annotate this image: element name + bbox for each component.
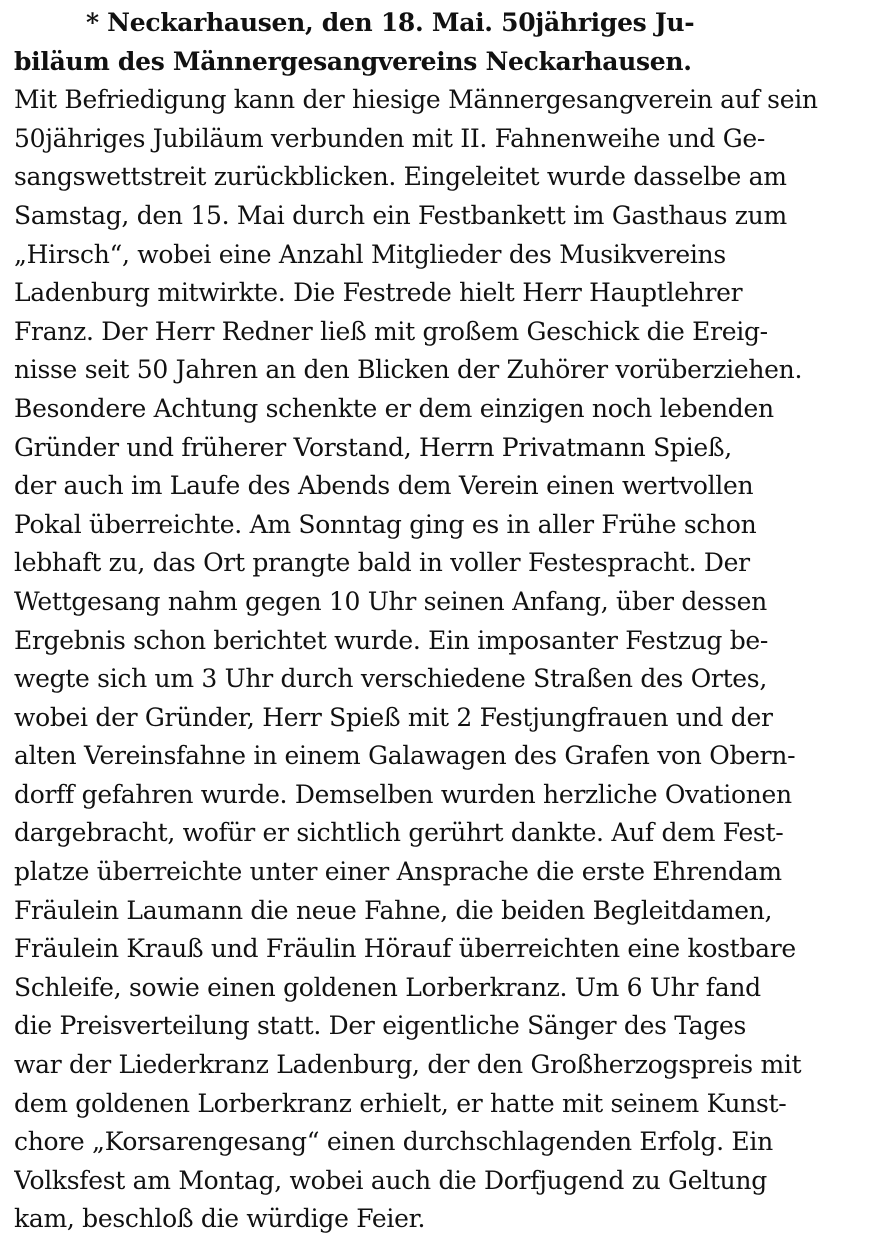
body-line: dem goldenen Lorberkranz erhielt, er hatte mit seinem Kunst- — [14, 1088, 787, 1118]
body-line: dorff gefahren wurde. Demselben wurden herzliche Ovationen — [14, 779, 792, 809]
body-line: kam, beschloß die würdige Feier. — [14, 1204, 426, 1234]
body-line: Ergebnis schon berichtet wurde. Ein imposanter Festzug be- — [14, 625, 769, 655]
body-line: Besondere Achtung schenkte er dem einzigen noch lebenden — [14, 393, 774, 423]
body-line: Schleife, sowie einen goldenen Lorberkranz. Um 6 Uhr fand — [14, 972, 761, 1002]
body-line: „Hirsch“, wobei eine Anzahl Mitglieder des Musikvereins — [14, 239, 726, 269]
body-line: sangswettstreit zurückblicken. Eingeleitet wurde dasselbe am — [14, 162, 787, 192]
body-line: Wettgesang nahm gegen 10 Uhr seinen Anfang, über dessen — [14, 586, 767, 616]
body-line: wobei der Gründer, Herr Spieß mit 2 Festjungfrauen und der — [14, 702, 773, 732]
body-line: Gründer und früherer Vorstand, Herrn Privatmann Spieß, — [14, 432, 732, 462]
body-line: Fräulein Krauß und Fräulin Hörauf überreichten eine kostbare — [14, 934, 796, 964]
body-line: die Preisverteilung statt. Der eigentliche Sänger des Tages — [14, 1011, 747, 1041]
body-line: Ladenburg mitwirkte. Die Festrede hielt Herr Hauptlehrer — [14, 278, 743, 308]
body-line: Volksfest am Montag, wobei auch die Dorfjugend zu Geltung — [14, 1165, 767, 1195]
body-line: Samstag, den 15. Mai durch ein Festbankett im Gasthaus zum — [14, 200, 787, 230]
body-line: Mit Befriedigung kann der hiesige Männergesangverein auf sein — [14, 85, 818, 115]
body-line: Fräulein Laumann die neue Fahne, die beiden Begleitdamen, — [14, 895, 773, 925]
body-line: dargebracht, wofür er sichtlich gerührt dankte. Auf dem Fest- — [14, 818, 784, 848]
body-line: platze überreichte unter einer Ansprache die erste Ehrendam — [14, 857, 782, 887]
body-line: lebhaft zu, das Ort prangte bald in voller Festespracht. Der — [14, 548, 750, 578]
newspaper-article — [14, 4, 886, 1239]
body-line: der auch im Laufe des Abends dem Verein einen wertvollen — [14, 471, 754, 501]
body-line: Pokal überreichte. Am Sonntag ging es in aller Frühe schon — [14, 509, 757, 539]
body-line: 50jähriges Jubiläum verbunden mit II. Fahnenweihe und Ge- — [14, 123, 766, 153]
body-line: war der Liederkranz Ladenburg, der den Großherzogspreis mit — [14, 1050, 802, 1080]
body-line: wegte sich um 3 Uhr durch verschiedene Straßen des Ortes, — [14, 664, 767, 694]
headline-line-2: biläum des Männergesangvereins Neckarhausen. — [14, 46, 692, 76]
body-line: chore „Korsarengesang“ einen durchschlagenden Erfolg. Ein — [14, 1127, 773, 1157]
body-line: alten Vereinsfahne in einem Galawagen des Grafen von Obern- — [14, 741, 796, 771]
headline-line-1: * Neckarhausen, den 18. Mai. 50jähriges Ju- — [86, 8, 695, 37]
body-line: Franz. Der Herr Redner ließ mit großem Geschick die Ereig- — [14, 316, 768, 346]
body-line: nisse seit 50 Jahren an den Blicken der Zuhörer vorüberziehen. — [14, 355, 803, 385]
